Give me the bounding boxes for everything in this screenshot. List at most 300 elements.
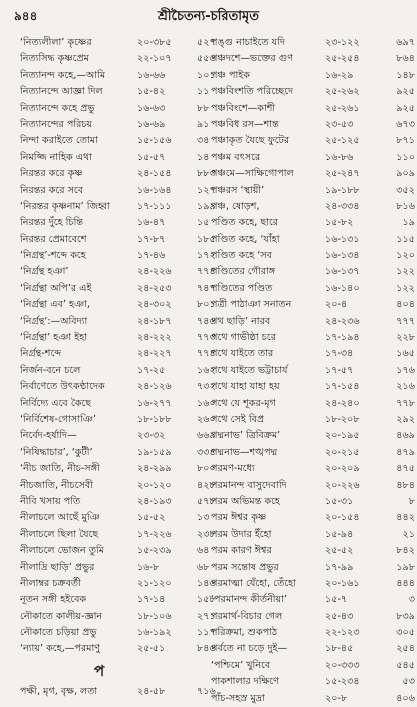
index-entry	[211, 560, 415, 576]
entry-page: ১২৭	[197, 184, 216, 196]
entry-page: ৪৬৯	[396, 430, 415, 442]
entry-reference: ১৬-১৪০	[325, 282, 360, 294]
entry-page: ১৫৮	[197, 594, 216, 606]
entry-text: পাকশালার দক্ষিণে	[211, 676, 279, 688]
entry-text: পঞ্চ পাইক	[211, 69, 250, 81]
entry-reference: ২৫-৫২	[325, 545, 354, 557]
entry-text: পঞ্চবিধ রস—শান্ত	[211, 118, 279, 130]
entry-page: ৪২৮	[197, 479, 216, 491]
entry-text: নীলাদ্রি ছাড়ি’ প্রভুর	[20, 561, 95, 573]
entry-text: পরম উদার ইঁহো	[211, 528, 272, 540]
entry-reference: ২২-১২৩	[325, 627, 360, 639]
index-entry	[211, 625, 415, 641]
index-entry	[211, 68, 415, 84]
entry-page: ৮০১	[197, 299, 216, 311]
entry-text: পণ্ডিতের গৌরাঙ্গ	[211, 266, 276, 278]
index-entry	[211, 691, 415, 707]
entry-text: ‘নির্গ্রন্থ’:—অবিদ্যা	[20, 315, 88, 327]
entry-page: ১২২	[396, 282, 415, 294]
index-entry	[20, 625, 216, 641]
index-entry	[211, 396, 415, 412]
index-entry	[211, 35, 415, 51]
index-entry	[20, 510, 216, 526]
index-entry	[20, 264, 216, 280]
entry-reference: ২৫-১২৫	[325, 135, 360, 147]
entry-reference: ২০-৩৮৫	[137, 37, 172, 48]
index-entry	[20, 297, 216, 313]
entry-reference: ২৪-১৫৪	[137, 168, 172, 180]
entry-reference: ১৭-২২৬	[137, 528, 172, 540]
index-entry	[211, 428, 415, 444]
index-entry	[211, 379, 415, 395]
entry-text: পক্ষী, মৃগ, বৃক্ষ, লতা	[20, 685, 98, 697]
entry-reference: ১৫-৮২	[325, 217, 354, 229]
entry-reference: ২০-১৯৫	[325, 430, 360, 442]
entry-page: ৫৪৫	[396, 659, 415, 671]
running-title: শ্রীচৈতন্য-চরিতামৃত	[157, 9, 260, 24]
entry-page: ৬৯৭	[396, 37, 415, 48]
index-entry	[20, 494, 216, 510]
entry-reference: ২৪-১৮৭	[137, 315, 172, 327]
entry-page: ২৫৪	[396, 643, 415, 655]
entry-reference: ২৫-৫১	[137, 643, 166, 655]
entry-reference: ২৪-২২২	[137, 332, 172, 344]
entry-page: ৭১৬	[197, 685, 216, 697]
entry-page: ৬৬৯	[197, 430, 216, 442]
entry-reference: ২৩-১২২	[325, 37, 360, 48]
entry-reference: ১৭-১৪	[137, 594, 166, 606]
index-entry	[20, 684, 216, 700]
index-entry	[211, 609, 415, 625]
entry-reference: ১৫-৫৭	[137, 151, 166, 163]
entry-page: ২১৬	[396, 381, 415, 393]
entry-reference: ১৮-৪৫	[325, 643, 354, 655]
index-entry	[211, 674, 415, 690]
index-entry	[211, 84, 415, 100]
index-entry	[20, 232, 216, 248]
entry-reference: ২৪-২৪০	[325, 397, 360, 409]
index-entry	[211, 264, 415, 280]
entry-text: পরমার্থ-বিচার গেল	[211, 610, 283, 622]
index-entry	[20, 215, 216, 231]
index-entry	[211, 461, 415, 477]
index-entry	[20, 68, 216, 84]
entry-reference: ১৬-৮৬	[325, 151, 354, 163]
index-entry	[211, 101, 415, 117]
entry-page: ৭৭৩	[197, 332, 216, 344]
entry-text: নূতন সঙ্গী হইবেক	[20, 594, 87, 606]
entry-text: পরমণ-মধ্যে	[211, 463, 255, 475]
entry-reference: ১৫-৫২	[137, 512, 166, 524]
entry-reference: ২৪-২৯৯	[137, 463, 172, 475]
entry-reference: ২৪-২২৭	[137, 348, 172, 360]
page-number: ৯৪৪	[14, 9, 38, 23]
index-entry	[20, 412, 216, 428]
entry-page: ৬৮	[197, 561, 210, 573]
index-entry	[211, 576, 415, 592]
index-entry	[20, 461, 216, 477]
entry-page: ৫৫৬	[197, 53, 216, 65]
index-entry	[20, 428, 216, 444]
index-entry	[211, 297, 415, 313]
entry-page: ১৩	[197, 512, 210, 524]
entry-page: ৪৪৪	[396, 577, 415, 589]
index-entry	[211, 166, 415, 182]
index-entry	[20, 592, 216, 608]
entry-text: ‘নির্গ্রন্থা এব’ হঞা,	[20, 299, 90, 311]
entry-reference: ১৬-৬৯	[137, 118, 166, 130]
page-header	[0, 0, 417, 34]
entry-reference: ২৪-৩৩৪	[325, 200, 360, 212]
entry-page: ৩৫২	[396, 184, 415, 196]
entry-text: পথে গাভীষ্ঠা চরে	[211, 332, 276, 344]
entry-reference: ১৭-১১১	[137, 200, 172, 212]
entry-text: ‘নিষিদ্ধাচার’, ‘কুটী’	[20, 446, 93, 458]
entry-text: ‘নিগ্রন্থ’-শব্দে কহে	[20, 250, 86, 262]
entry-page: ৪৭৯	[396, 446, 415, 458]
entry-text: পরম অভিমন্ত কহে	[211, 495, 280, 507]
index-entry	[20, 527, 216, 543]
index-entry	[20, 314, 216, 330]
entry-reference: ১৭-১৯৪	[325, 332, 360, 344]
index-entry	[211, 641, 415, 657]
entry-text: নির্বিদ্যে এবে কৈছে	[20, 397, 92, 409]
entry-page: ১৫	[197, 217, 210, 229]
entry-page: ৬৪	[197, 545, 210, 557]
entry-reference: ১৮-২০৮	[325, 413, 360, 425]
entry-text: পথে যাহা যাহা হয়	[211, 381, 280, 393]
entry-page: ৮৬৪	[396, 53, 415, 65]
index-entry	[211, 346, 415, 362]
entry-reference: ১৫-৪২	[137, 86, 166, 98]
entry-page: ৪০৪	[396, 299, 415, 311]
entry-text: নিত্যানন্দে আজ্ঞা দিল	[20, 86, 103, 98]
index-entry	[20, 281, 216, 297]
entry-reference: ২৪-৩০২	[137, 299, 172, 311]
entry-text: নিত্যানন্দে কহে প্রভু	[20, 102, 95, 114]
entry-reference: ২০-২১৫	[325, 446, 360, 458]
entry-page: ১৭৬	[396, 364, 415, 376]
entry-page: ৯১	[197, 118, 210, 130]
entry-page: ৫৩	[402, 676, 415, 688]
index-entry	[211, 232, 415, 248]
entry-reference: ১৫-২৩৯	[137, 545, 172, 557]
entry-reference: ২০-১২০	[137, 479, 172, 491]
entry-page: ১৯	[402, 217, 415, 229]
index-entry	[211, 363, 415, 379]
entry-page: ৬৭৩	[396, 118, 415, 130]
entry-text: পঞ্চবিংশে—কাশী	[211, 102, 276, 114]
entry-reference: ২৩-৩২	[137, 430, 166, 442]
entry-text: পর্বতে না চড়ে দুই—	[211, 643, 288, 655]
index-entry	[20, 84, 216, 100]
index-entry	[211, 150, 415, 166]
entry-page: ৮৩৯	[396, 610, 415, 622]
entry-page: ২১	[402, 528, 415, 540]
entry-reference: ১৫-৩১	[325, 495, 354, 507]
entry-page: ১৪	[197, 151, 210, 163]
entry-page: ৭৭৪	[197, 266, 216, 278]
entry-text: নিত্যসিদ্ধ কৃষ্ণপ্রেম	[20, 53, 90, 65]
entry-reference: ১৬-৬৩	[137, 102, 166, 114]
entry-reference: ২৪-১৯৩	[137, 495, 172, 507]
index-entry	[211, 510, 415, 526]
entry-reference: ১৭-৮৭	[137, 233, 166, 245]
entry-page: ২৩৮	[197, 528, 216, 540]
entry-text: পথ ছাড়ি’ নারব	[211, 315, 271, 327]
entry-page: ৭৭৮	[396, 397, 415, 409]
entry-text: নিমজ্জি নাহিক এথা	[20, 151, 93, 163]
index-entry	[20, 101, 216, 117]
index-entry	[20, 396, 216, 412]
index-entry	[20, 363, 216, 379]
entry-text: পদ্মনাভ’ ত্রিবিক্রম’	[211, 430, 281, 442]
index-entry	[211, 412, 415, 428]
entry-text: পরম ঈশ্বর কৃষ্ণ	[211, 512, 267, 524]
entry-reference: ২০-২২৬	[325, 479, 360, 491]
entry-text: পরিক্রমা, শুকপাঠ	[211, 627, 278, 639]
index-entry	[211, 543, 415, 559]
entry-reference: ১৬-৮	[137, 561, 160, 573]
entry-reference: ২৩-৫৩	[325, 118, 354, 130]
entry-page: ৭৪৬	[197, 315, 216, 327]
entry-text: নীবি খসায় পতি	[20, 495, 81, 507]
index-entry	[20, 560, 216, 576]
index-entry	[211, 183, 415, 199]
entry-reference: ২০-১৫৪	[325, 512, 360, 524]
entry-page: ৮৮	[197, 102, 210, 114]
entry-text: ‘পশ্চিমে’ খুনিবে	[211, 659, 271, 671]
entry-reference: ১৭-৫৭	[325, 364, 354, 376]
index-entry	[20, 543, 216, 559]
index-column-left	[20, 35, 216, 700]
entry-page: ৪০৬	[396, 692, 415, 704]
index-entry	[211, 248, 415, 264]
entry-page: ৫৭৮	[197, 495, 216, 507]
entry-page: ১৭২	[197, 250, 216, 262]
entry-text: পণ্ডিত কহে ‘সব	[211, 250, 273, 262]
entry-reference: ১৬-১৩১	[325, 233, 360, 245]
entry-page: ৫২৭	[197, 37, 216, 48]
entry-reference: ২৫-২৬২	[325, 86, 360, 98]
entry-page: ১৬২	[197, 364, 216, 376]
entry-reference: ১৬-২৭৭	[137, 397, 172, 409]
entry-reference: ১৬-১৩৪	[325, 250, 360, 262]
entry-text: নৌকাতে কালীয়-জ্ঞান	[20, 610, 103, 622]
entry-page: ৮	[408, 495, 415, 507]
entry-text: পঙ্গু নাচাইতে যদি	[211, 37, 285, 48]
entry-reference: ১৫-৭	[325, 594, 348, 606]
entry-reference: ১৬-১৯২	[137, 627, 172, 639]
index-entry	[20, 166, 216, 182]
entry-text: নৌকাতে চড়িয়া প্রভু	[20, 627, 97, 639]
entry-page: ১২০	[396, 250, 415, 262]
index-entry	[211, 494, 415, 510]
entry-reference: ১৯-১৫৯	[137, 446, 172, 458]
index-entry	[20, 183, 216, 199]
entry-reference: ২৪-২৫৩	[137, 282, 172, 294]
entry-text: পথে যে শূকর-মৃগ	[211, 397, 276, 409]
entry-text: পঞ্চমে—সাক্ষিগোপাল	[211, 168, 294, 180]
entry-page: ৩৩৪	[197, 446, 216, 458]
entry-text: নির্গ্রন্থ-শব্দে	[20, 348, 62, 360]
entry-text: পাঁচ-সহস্র মুদ্রা	[211, 692, 265, 704]
entry-text: ‘নিত্যলীলা’ কৃষ্ণের	[20, 37, 92, 48]
entry-page: ১৮৫	[197, 233, 216, 245]
index-column-right	[211, 35, 415, 707]
entry-page: ২৭১	[197, 610, 216, 622]
entry-reference: ২০-৪	[325, 299, 348, 311]
entry-reference: ১৬-৪৭	[137, 217, 166, 229]
entry-text: পণ্ডিত কহে, ‘যাঁহা	[211, 233, 280, 245]
entry-page: ৭৭৪	[197, 348, 216, 360]
entry-text: নীচজাতি, নীচসেবী	[20, 479, 93, 491]
entry-text: ‘নীচ জাতি, নীচ-সঙ্গী	[20, 463, 100, 475]
entry-text: ‘নিরন্তর কৃষ্ণনাম’ জিহ্বা	[20, 200, 110, 212]
entry-text: নিত্যানন্দের পরিচয়	[20, 118, 93, 130]
index-entry	[211, 478, 415, 494]
entry-reference: ১৫-২৩৪	[325, 676, 360, 688]
entry-page: ১২২	[396, 266, 415, 278]
entry-reference: ১৬-৬৬	[137, 69, 166, 81]
entry-page: ১৯৮	[396, 561, 415, 573]
entry-text: পঞ্চবিংশতি পরিচ্ছেদে	[211, 86, 294, 98]
entry-text: নিরন্তর প্রেমাবেশে	[20, 233, 87, 245]
entry-text: নির্বাণেতে উৎকণ্ঠাদেক	[20, 381, 105, 393]
entry-text: পঞ্চদশে—ভক্তের গুণ	[211, 53, 294, 65]
entry-page: ১১	[197, 86, 210, 98]
entry-text: নির্বেদ-হর্ষাদি—	[20, 430, 77, 442]
entry-reference: ২০-১৬১	[325, 577, 360, 589]
entry-page: ৭৭৭	[396, 315, 415, 327]
entry-reference: ২৫-২৬১	[325, 102, 360, 114]
entry-reference: ২৫-২৫৪	[325, 53, 360, 65]
entry-text: নিন্দা করাইতে তোমা	[20, 135, 98, 147]
index-entry	[20, 379, 216, 395]
entry-text: পঞ্চাকৃত যৈছে ফুটের	[211, 135, 290, 147]
index-entry	[211, 592, 415, 608]
index-entry	[211, 51, 415, 67]
index-entry	[211, 281, 415, 297]
index-entry	[20, 330, 216, 346]
entry-text: নিরন্তর করে কৃষ্ণ	[20, 168, 83, 180]
entry-page: ৮১৬	[396, 200, 415, 212]
entry-text: ‘পরমানন্দ কীর্তনীয়া’	[211, 594, 288, 606]
entry-page: ১৯৯	[197, 200, 216, 212]
entry-reference: ১৯-১৮৮	[325, 184, 360, 196]
entry-page: ৯২৫	[396, 86, 415, 98]
index-entry	[20, 150, 216, 166]
entry-page: ৪৪২	[396, 512, 415, 524]
entry-page: ৪৮৪	[396, 479, 415, 491]
entry-text: নির্জন-বনে চলে	[20, 364, 81, 376]
entry-text: পরমাত্মা যেঁহো, তেঁহো	[211, 577, 296, 589]
entry-page: ১৪৬	[197, 577, 216, 589]
entry-text: পঞ্চম বৎসরে	[211, 151, 261, 163]
index-entry	[20, 199, 216, 215]
entry-reference: ২৫-২৪৭	[325, 168, 360, 180]
entry-reference: ২০-৮	[325, 692, 348, 704]
index-entry	[20, 35, 216, 51]
entry-reference: ২০-২০৯	[325, 463, 360, 475]
entry-text: নীলাচলে ছিলা যৈছে	[20, 528, 99, 540]
entry-reference: ২৫-৪৩	[325, 610, 354, 622]
entry-text: নিরন্তর দুঁহে চিন্তি	[20, 217, 83, 229]
entry-page: ৮৭১	[396, 135, 415, 147]
entry-text: পরমানন্দ বাসুদেবাদি	[211, 479, 287, 491]
entry-text: পথে সেই বিপ্র	[211, 413, 265, 425]
entry-text: ‘নির্গ্রন্থা অপি’র এই	[20, 282, 92, 294]
entry-reference: ১৭-২৫	[137, 364, 166, 376]
entry-page: ২৯২	[396, 413, 415, 425]
entry-reference: ২৪-২২৬	[137, 266, 172, 278]
entry-page: ৯০৯	[396, 168, 415, 180]
entry-text: নিত্যানন্দ কহে,—আমি	[20, 69, 106, 81]
index-entry	[211, 330, 415, 346]
entry-text: পরম কারণ ঈশ্বর	[211, 545, 272, 557]
entry-text: ‘ন্যায়’ কহে,—পরমাণু	[20, 643, 101, 655]
index-entry	[211, 445, 415, 461]
entry-page: ৩	[408, 594, 415, 606]
index-entry	[211, 215, 415, 231]
index-entry	[211, 314, 415, 330]
entry-page: ১৪৮	[396, 69, 415, 81]
entry-text: পরম সন্তোষ প্রভুর	[211, 561, 279, 573]
entry-page: ৪৭৫	[396, 463, 415, 475]
entry-text: নীলাম্বর চক্রবর্তী	[20, 577, 81, 589]
entry-reference: ২৪-৫৮	[137, 685, 166, 697]
index-entry	[20, 117, 216, 133]
entry-page: ৯২৫	[396, 102, 415, 114]
index-entry	[211, 527, 415, 543]
entry-page: ৩০৫	[396, 627, 415, 639]
index-entry	[20, 51, 216, 67]
entry-reference: ১৭-৯৯	[325, 561, 354, 573]
entry-text: নিরন্তর করে সবে	[20, 184, 84, 196]
entry-text: ‘নির্গ্রন্থ হঞা’	[20, 266, 69, 278]
entry-reference: ১৬-২৯	[325, 69, 354, 81]
section-letter: প	[94, 661, 105, 680]
entry-page: ২৬০	[197, 413, 216, 425]
index-entry	[211, 117, 415, 133]
entry-page: ১৬০	[197, 397, 216, 409]
entry-page: ১১০	[396, 151, 415, 163]
entry-reference: ২১-১২০	[137, 577, 172, 589]
entry-page: ৮০০	[197, 463, 216, 475]
entry-reference: ১৭-৪৬	[137, 250, 166, 262]
entry-reference: ১৬-১৩৭	[325, 266, 360, 278]
index-entry	[20, 609, 216, 625]
entry-text: পণ্ডিতের পণ্ডিত	[211, 282, 273, 294]
entry-page: ৩৪	[197, 135, 210, 147]
entry-reference: ১৫-৯৪	[325, 528, 354, 540]
entry-page: ১১৭	[197, 627, 216, 639]
entry-reference: ২২-১০৭	[137, 53, 172, 65]
index-entry	[211, 199, 415, 215]
index-entry	[20, 576, 216, 592]
entry-reference: ২৪-১২৬	[137, 381, 172, 393]
entry-reference: ১৮-১৮৮	[137, 413, 172, 425]
entry-reference: ১৬-১৬৪	[137, 184, 172, 196]
entry-text: নীলাচলে ভোজন তুমি	[20, 545, 105, 557]
entry-text: পত্রী পাঠাঞা সনাতন	[211, 299, 292, 311]
entry-text: ‘নির্গ্রন্থা’ হঞা ইহা	[20, 332, 88, 344]
entry-text: ‘নির্বিশেষ-গোসাঞি’	[20, 413, 96, 425]
entry-page: ৭৪৭	[197, 282, 216, 294]
entry-reference: ২৪-২৩৬	[325, 315, 360, 327]
index-entry	[20, 248, 216, 264]
entry-page: ৮৪৬	[197, 643, 216, 655]
